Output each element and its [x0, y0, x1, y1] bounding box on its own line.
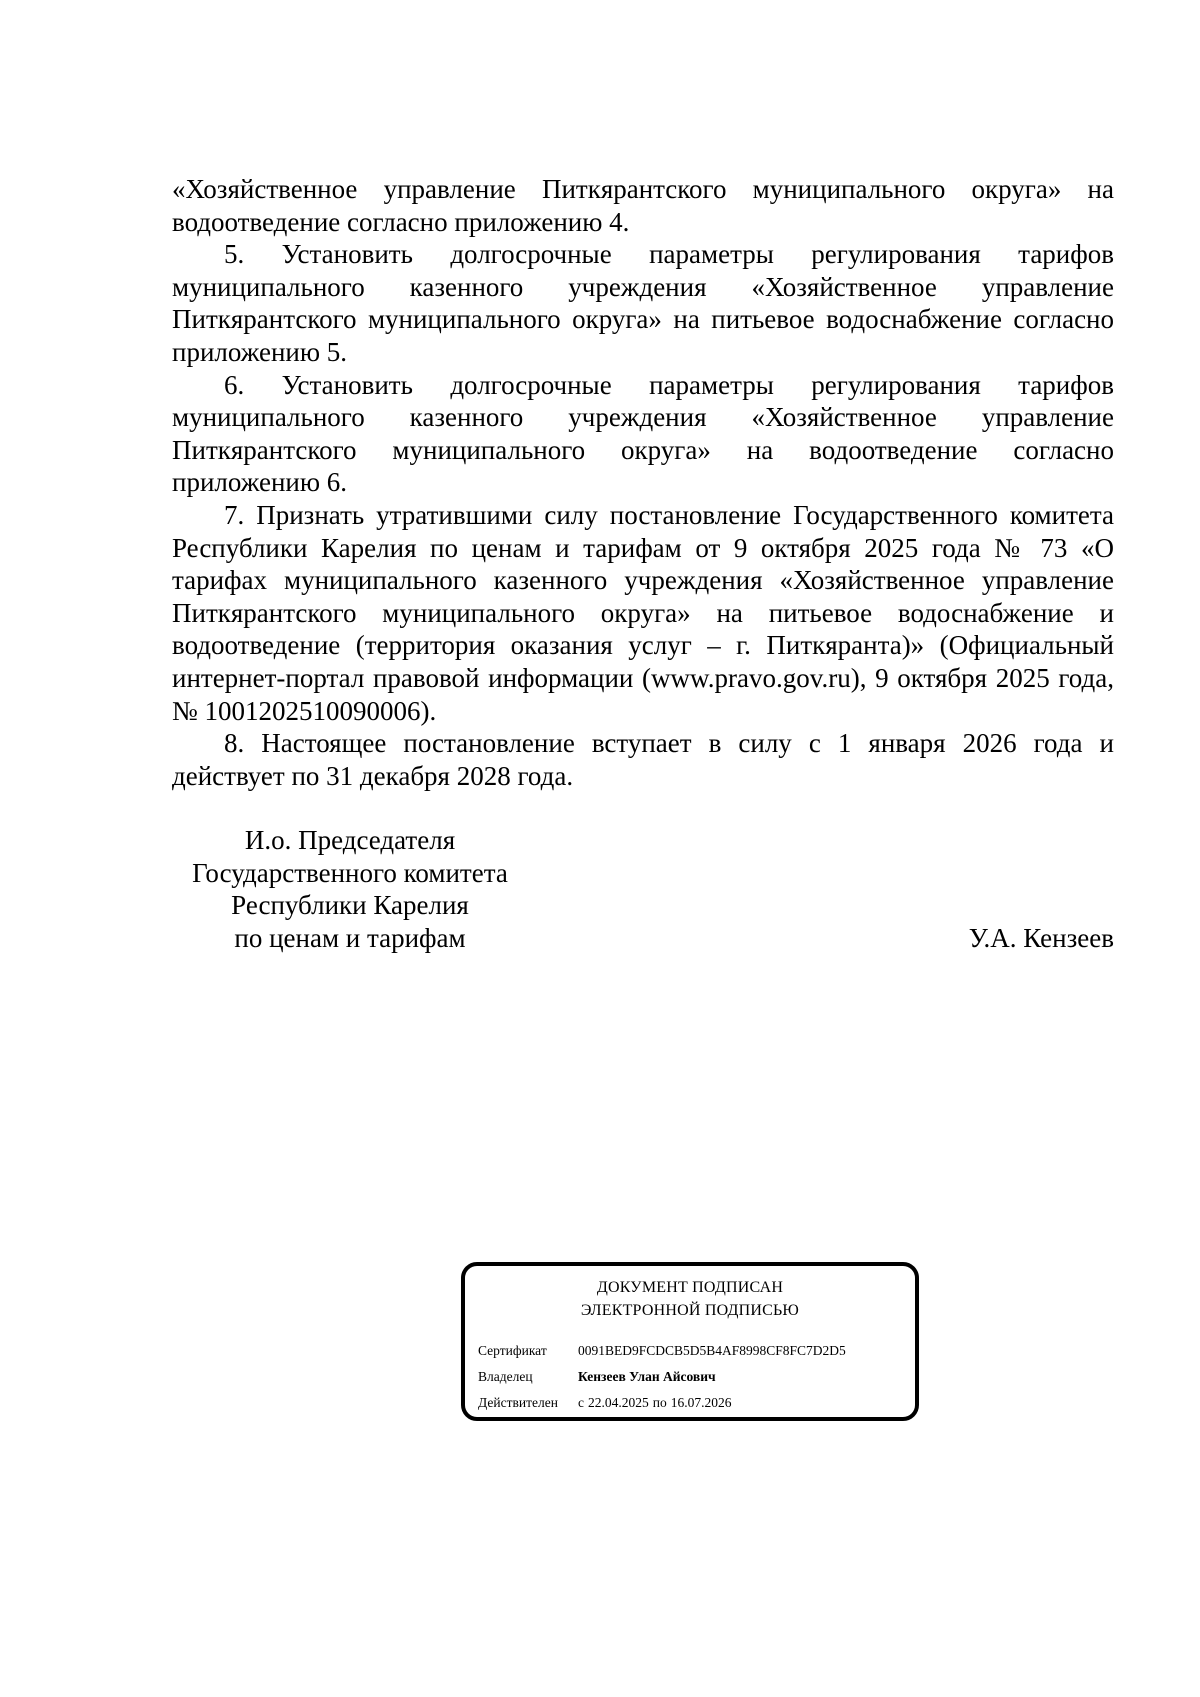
- paragraph-7: 7. Признать утратившими силу постановление Государственного комитета Республики Карелия по ценам и тарифам от 9 октября 2025 года № 73 «О тарифах муниципального казенного учреждения «Хозяйственное управление Питкярантского муниципального округа» на питьевое водоснабжение и водоотведение (территория оказания услуг – г. Питкяранта)» (Официальный интернет-портал правовой информации (www.pravo.gov.ru), 9 октября 2025 года, № 1001202510090006).: [172, 499, 1114, 726]
- stamp-certificate-row: [478, 1343, 846, 1359]
- signatory-position-line: по ценам и тарифам: [234, 922, 466, 953]
- paragraph-8: 8. Настоящее постановление вступает в силу с 1 января 2026 года и действует по 31 декабря 2028 года.: [172, 728, 1114, 791]
- paragraph-5: 5. Установить долгосрочные параметры регулирования тарифов муниципального казенного учреждения «Хозяйственное управление Питкярантского муниципального округа» на питьевое водоснабжение согласно приложению 5.: [172, 239, 1114, 367]
- paragraph-6: 6. Установить долгосрочные параметры регулирования тарифов муниципального казенного учреждения «Хозяйственное управление Питкярантского муниципального округа» на водоотведение согласно приложению 6.: [172, 369, 1114, 498]
- owner-label: Владелец: [478, 1369, 533, 1384]
- signatory-position-line: Республики Карелия: [231, 890, 469, 921]
- paragraph-4-continuation: «Хозяйственное управление Питкярантского муниципального округа» на водоотведение согласно приложению 4.: [172, 174, 1114, 237]
- document-body: [172, 173, 1114, 792]
- signatory-position-line: Государственного комитета: [192, 857, 508, 888]
- stamp-heading-line: ЭЛЕКТРОННОЙ ПОДПИСЬЮ: [580, 1302, 800, 1319]
- valid-to-date: 16.07.2026: [670, 1395, 732, 1410]
- owner-value: Кензеев Улан Айсович: [578, 1369, 716, 1384]
- validity-label: Действителен: [478, 1395, 558, 1410]
- stamp-heading-line: ДОКУМЕНТ ПОДПИСАН: [596, 1279, 784, 1296]
- certificate-value: 0091BED9FCDCB5D5B4AF8998CF8FC7D2D5: [578, 1343, 846, 1358]
- electronic-signature-stamp: [461, 1262, 919, 1421]
- signatory-name: У.А. Кензеев: [968, 922, 1114, 953]
- certificate-label: Сертификат: [478, 1343, 547, 1358]
- stamp-heading: [465, 1276, 915, 1322]
- signatory-position: [180, 824, 520, 954]
- valid-from-prefix: с: [578, 1395, 584, 1410]
- stamp-validity-row: [478, 1395, 731, 1411]
- stamp-owner-row: [478, 1369, 716, 1385]
- valid-to-prefix: по: [652, 1395, 667, 1410]
- valid-from-date: 22.04.2025: [588, 1395, 649, 1410]
- signatory-position-line: И.о. Председателя: [244, 825, 456, 855]
